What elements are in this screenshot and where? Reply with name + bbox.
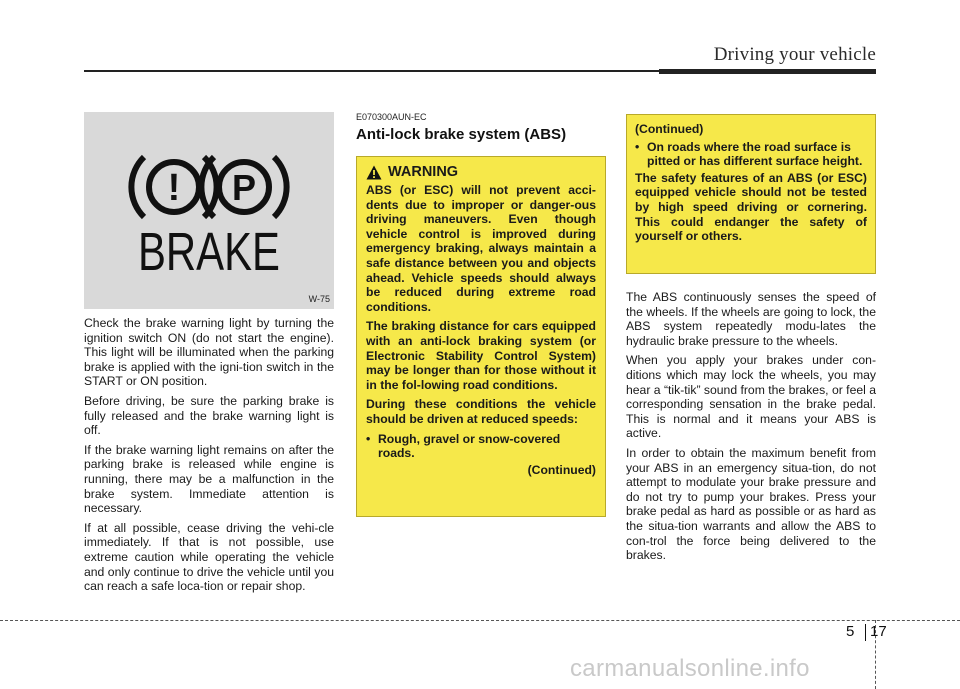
warning-paragraph: The braking distance for cars equipped with an anti-lock braking system (or Electronic Stability Control System) may be longer than for those without it in the fol-lowing road conditions.: [366, 319, 596, 392]
paragraph: The ABS continuously senses the speed of the wheels. If the wheels are going to lock, the ABS system repeatedly modu-lates the hydraulic brake pressure to the wheels.: [626, 290, 876, 348]
section-code: E070300AUN-EC: [356, 112, 427, 122]
paragraph: Before driving, be sure the parking brake is fully released and the brake warning light is off.: [84, 393, 334, 438]
warning-continued-box: [626, 114, 876, 274]
section-heading: Anti-lock brake system (ABS): [356, 126, 567, 143]
warning-paragraph: During these conditions the vehicle should be driven at reduced speeds:: [366, 397, 596, 426]
page-number: 17: [870, 623, 887, 640]
paragraph: If at all possible, cease driving the vehi-cle immediately. If that is not possible, use extreme caution while operating the vehicle and only continue to drive the vehicle until you can reach a safe loca-tion or repair shop.: [84, 520, 334, 594]
chapter-number: 5: [846, 623, 855, 640]
warning-bullet: [366, 432, 596, 461]
continued-bullet: [635, 140, 867, 169]
brake-lamp-text: BRAKE: [138, 222, 280, 282]
footer-rule: [0, 620, 960, 621]
continued-paragraph: The safety features of an ABS (or ESC) equipped vehicle should not be tested by high speed driving or cornering. This could endanger the safety of yourself or others.: [635, 170, 867, 244]
warning-box: [356, 156, 606, 517]
bullet-dot-icon: •: [366, 431, 371, 446]
left-column-text: [84, 316, 334, 599]
paragraph: If the brake warning light remains on after the parking brake is released while engine is running, there may be a malfunction in the brake system. Immediate attention is necessary.: [84, 442, 334, 516]
warning-header: [366, 165, 596, 180]
brake-lamp-icon: [84, 112, 334, 309]
paragraph: When you apply your brakes under con-ditions which may lock the wheels, you may hear a “tik-tik” sound from the brakes, or feel a corresponding sensation in the brake pedal. This is normal and it means your ABS is active.: [626, 353, 876, 441]
warning-triangle-icon: [366, 165, 382, 180]
bullet-dot-icon: •: [635, 139, 640, 154]
paragraph: Check the brake warning light by turning the ignition switch ON (do not start the engine). This light will be illuminated when the parking brake is applied with the igni-tion switch in the START or ON position.: [84, 316, 334, 389]
warning-bullet-text: Rough, gravel or snow-covered roads.: [378, 431, 561, 461]
right-column-text: [626, 290, 876, 568]
warning-paragraph: ABS (or ESC) will not prevent acci-dents due to improper or danger-ous driving maneuvers. Even though vehicle control is improved during emergency braking, always maintain a safe distance between you and objects ahead. Vehicle speeds should always be reduced during extreme road conditions.: [366, 183, 596, 314]
continued-bullet-text: On roads where the road surface is pitted or has different surface height.: [647, 139, 863, 169]
illustration-code: W-75: [308, 294, 330, 304]
page-number-separator: [865, 624, 866, 641]
brake-warning-illustration: [84, 112, 334, 309]
section-title: Driving your vehicle: [713, 44, 876, 65]
header-rule-accent: [659, 69, 876, 74]
continued-label: (Continued): [527, 462, 596, 477]
continued-label: (Continued): [635, 122, 704, 136]
paragraph: In order to obtain the maximum benefit from your ABS in an emergency situa-tion, do not attempt to modulate your brake pressure and do not try to pump your brakes. Press your brake pedal as hard as possible or as hard as the situa-tion warrants and allow the ABS to con-trol the force being delivered to the brakes.: [626, 445, 876, 563]
watermark: carmanualsonline.info: [570, 655, 810, 682]
exclaim-glyph: !: [167, 167, 181, 209]
warning-title: WARNING: [388, 164, 459, 181]
parking-glyph: P: [231, 167, 257, 208]
